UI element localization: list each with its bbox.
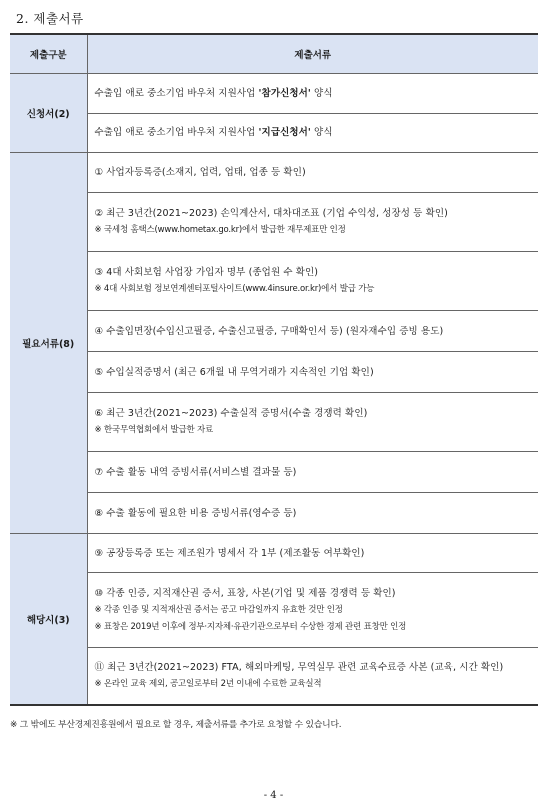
form-name: '지급신청서' xyxy=(258,127,311,139)
table-row xyxy=(10,493,538,534)
document-item: ⑪ 최근 3년간(2021~2023) FTA, 해외마케팅, 무역실무 관련 교육수료증 사본 (교육, 시간 확인) ※ 온라인 교육 제외, 공고일로부터 2년 이내에 수료한 교육실적 xyxy=(87,648,538,706)
footnote: ※ 그 밖에도 부산경제진흥원에서 필요로 할 경우, 제출서류를 추가로 요청할 수 있습니다. xyxy=(10,720,342,730)
document-note: ※ 4대 사회보험 정보연계센터포털사이트(www.4insure.or.kr)에서 발급 가능 xyxy=(94,284,375,294)
table-row xyxy=(10,252,538,311)
document-item: ⑧ 수출 활동에 필요한 비용 증빙서류(영수증 등) xyxy=(87,493,538,534)
section-heading: 2. 제출서류 xyxy=(16,11,84,26)
category-conditional: 해당시(3) xyxy=(10,534,87,706)
document-item: ⑦ 수출 활동 내역 증빙서류(서비스별 결과물 등) xyxy=(87,452,538,493)
table-row xyxy=(10,193,538,252)
document-item: ① 사업자등록증(소재지, 업력, 업태, 업종 등 확인) xyxy=(87,153,538,193)
document-note: ※ 국세청 홈택스(www.hometax.go.kr)에서 발급한 재무제표만 인정 xyxy=(94,225,346,235)
category-required: 필요서류(8) xyxy=(10,153,87,534)
document-note: ※ 각종 인증 및 지적재산권 증서는 공고 마감일까지 유효한 것만 인정 xyxy=(94,604,343,615)
document-item: ⑤ 수입실적증명서 (최근 6개월 내 무역거래가 지속적인 기업 확인) xyxy=(87,352,538,393)
table-header-row xyxy=(10,34,538,74)
table-row xyxy=(10,393,538,452)
header-category: 제출구분 xyxy=(10,34,87,74)
documents-table xyxy=(10,33,538,706)
document-item: ⑩ 각종 인증, 지적재산권 증서, 표창, 사본(기업 및 제품 경쟁력 등 확인) ※ 각종 인증 및 지적재산권 증서는 공고 마감일까지 유효한 것만 인정 ※ 표창은 2019년 이후에 정부·지자체·유관기관으로부터 수상한 경제 관련 표창만 인정 xyxy=(87,573,538,648)
document-item: ③ 4대 사회보험 사업장 가입자 명부 (종업원 수 확인) ※ 4대 사회보험 정보연계센터포털사이트(www.4insure.or.kr)에서 발급 가능 xyxy=(87,252,538,311)
table-row xyxy=(10,573,538,648)
table-row xyxy=(10,311,538,352)
document-item: 수출입 애로 중소기업 바우처 지원사업 '지급신청서' 양식 xyxy=(87,113,538,153)
table-row xyxy=(10,648,538,706)
document-item: ② 최근 3년간(2021~2023) 손익계산서, 대차대조표 (기업 수익성, 성장성 등 확인) ※ 국세청 홈택스(www.hometax.go.kr)에서 발급한 재무제표만 인정 xyxy=(87,193,538,252)
category-application: 신청서(2) xyxy=(10,74,87,153)
table-row xyxy=(10,352,538,393)
document-note: ※ 표창은 2019년 이후에 정부·지자체·유관기관으로부터 수상한 경제 관련 표창만 인정 xyxy=(94,621,407,632)
table-row xyxy=(10,534,538,573)
table-row xyxy=(10,153,538,193)
document-note: ※ 온라인 교육 제외, 공고일로부터 2년 이내에 수료한 교육실적 xyxy=(94,679,322,689)
table-row xyxy=(10,452,538,493)
document-item: 수출입 애로 중소기업 바우처 지원사업 '참가신청서' 양식 xyxy=(87,74,538,114)
header-documents: 제출서류 xyxy=(87,34,538,74)
table-row xyxy=(10,74,538,114)
document-item: ⑨ 공장등록증 또는 제조원가 명세서 각 1부 (제조활동 여부확인) xyxy=(87,534,538,573)
table-row xyxy=(10,113,538,153)
document-note: ※ 한국무역협회에서 발급한 자료 xyxy=(94,425,214,435)
form-name: '참가신청서' xyxy=(258,87,311,99)
document-item: ⑥ 최근 3년간(2021~2023) 수출실적 증명서(수출 경쟁력 확인) ※ 한국무역협회에서 발급한 자료 xyxy=(87,393,538,452)
document-item: ④ 수출입면장(수입신고필증, 수출신고필증, 구매확인서 등) (원자재수입 증빙 용도) xyxy=(87,311,538,352)
page-number: - 4 - xyxy=(263,790,284,801)
